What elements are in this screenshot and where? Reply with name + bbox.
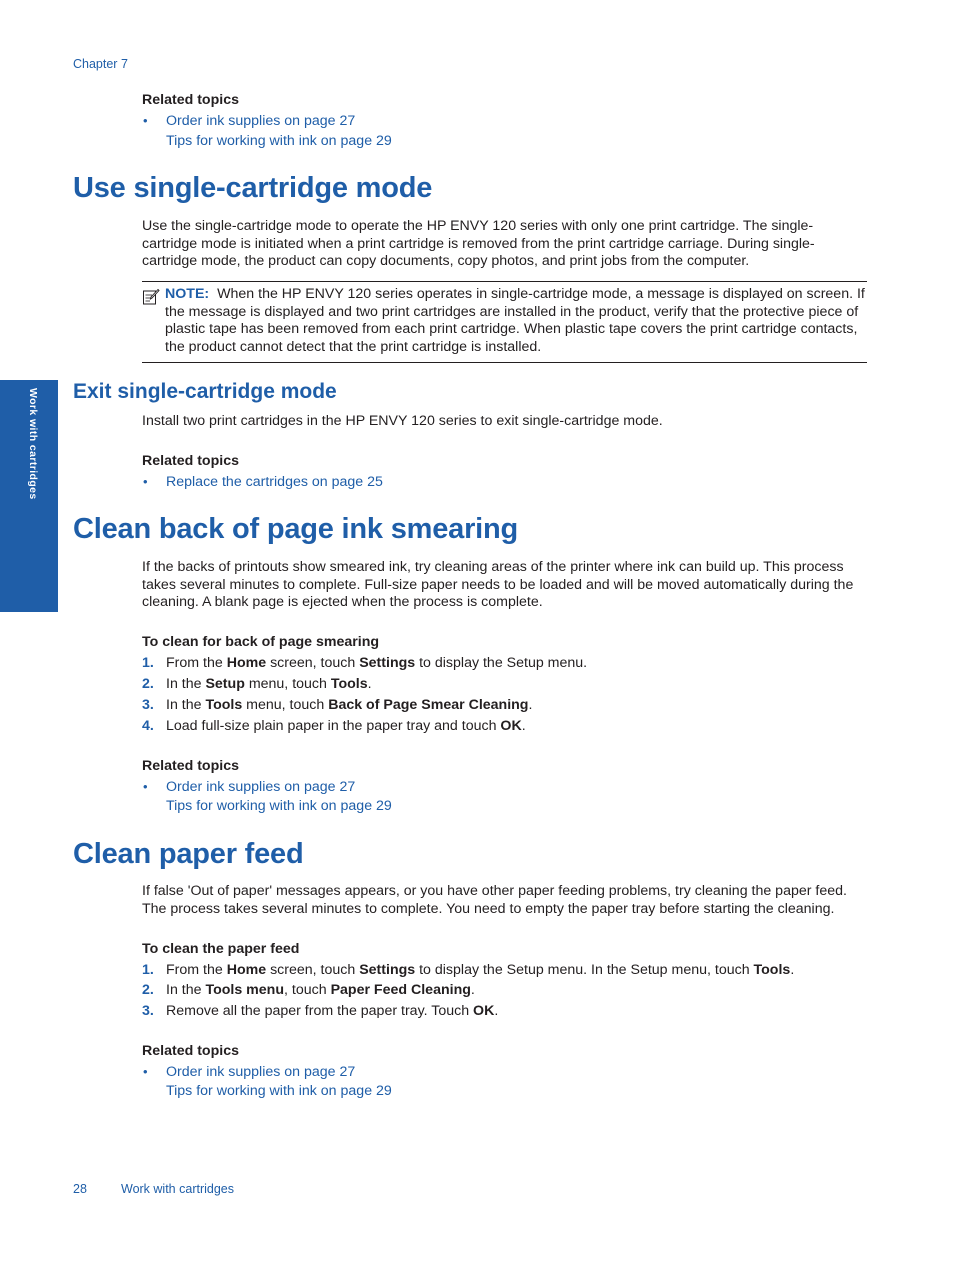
step-text: From the Home screen, touch Settings to display the Setup menu. In the Setup menu, touch Tools.	[166, 962, 795, 978]
link-tips-ink[interactable]: Tips for working with ink on page 29	[166, 1083, 392, 1099]
chapter-label: Chapter 7	[73, 57, 128, 71]
heading-single-cartridge: Use single-cartridge mode	[73, 172, 433, 204]
step-text: In the Tools menu, touch Back of Page Smear Cleaning.	[166, 697, 533, 713]
note-text: When the HP ENVY 120 series operates in single-cartridge mode, a message is displayed on screen. If the message is displayed and two print cartridges are installed in the product, verify that the protective piece of plastic tape has been removed from each print cartridge. When plastic tape covers the print cartridge contacts, the product cannot detect that the print cartridge is installed.	[165, 286, 865, 355]
link-replace-cartridges[interactable]: Replace the cartridges on page 25	[166, 474, 383, 490]
step-number: 1.	[142, 962, 154, 978]
related-topics-heading: Related topics	[142, 453, 239, 469]
bullet: •	[143, 1064, 148, 1079]
bullet: •	[143, 779, 148, 794]
paragraph-exit-single-cartridge: Install two print cartridges in the HP ENVY 120 series to exit single-cartridge mode.	[142, 413, 663, 429]
step-number: 2.	[142, 676, 154, 692]
step-number: 2.	[142, 982, 154, 998]
paragraph-clean-paper-feed: If false 'Out of paper' messages appears, or you have other paper feeding problems, try cleaning the paper feed. The process takes several minutes to complete. You need to empty the paper tray before starting the cleaning.	[142, 883, 847, 917]
link-tips-ink[interactable]: Tips for working with ink on page 29	[166, 133, 392, 149]
step-text: Load full-size plain paper in the paper tray and touch OK.	[166, 718, 526, 734]
step-text: Remove all the paper from the paper tray. Touch OK.	[166, 1003, 499, 1019]
step-number: 3.	[142, 697, 154, 713]
related-topics-heading: Related topics	[142, 1043, 239, 1059]
step-text: In the Setup menu, touch Tools.	[166, 676, 372, 692]
paragraph-single-cartridge: Use the single-cartridge mode to operate the HP ENVY 120 series with only one print cartridge. The single-cartridge mode is initiated when a print cartridge is removed from the print cartridge carriage. During single-cartridge mode, the product can copy documents, copy photos, and print jobs from the computer.	[142, 218, 815, 270]
step-number: 3.	[142, 1003, 154, 1019]
related-topics-heading: Related topics	[142, 92, 239, 108]
procedure-title-back-of-page: To clean for back of page smearing	[142, 634, 380, 650]
note-label: NOTE:	[165, 286, 210, 302]
link-order-ink[interactable]: Order ink supplies on page 27	[166, 779, 356, 795]
page-number: 28	[73, 1182, 87, 1196]
related-topics-heading: Related topics	[142, 758, 239, 774]
bullet: •	[143, 113, 148, 128]
link-tips-ink[interactable]: Tips for working with ink on page 29	[166, 798, 392, 814]
step-text: From the Home screen, touch Settings to display the Setup menu.	[166, 655, 588, 671]
side-chapter-tab	[0, 380, 58, 612]
note-text-block	[165, 286, 865, 356]
link-order-ink[interactable]: Order ink supplies on page 27	[166, 1064, 356, 1080]
subheading-exit-single-cartridge: Exit single-cartridge mode	[73, 380, 337, 403]
step-number: 1.	[142, 655, 154, 671]
heading-clean-back-of-page: Clean back of page ink smearing	[73, 513, 519, 545]
step-text: In the Tools menu, touch Paper Feed Cleaning.	[166, 982, 475, 998]
step-number: 4.	[142, 718, 154, 734]
side-tab-label: Work with cartridges	[27, 388, 39, 500]
heading-clean-paper-feed: Clean paper feed	[73, 838, 304, 870]
paragraph-clean-back-of-page: If the backs of printouts show smeared ink, try cleaning areas of the printer where ink can build up. This process takes several minutes to complete. Full-size paper needs to be loaded and will be moved automatically during the cleaning. A blank page is ejected when the process is complete.	[142, 559, 854, 611]
bullet: •	[143, 474, 148, 489]
procedure-title-paper-feed: To clean the paper feed	[142, 941, 300, 957]
link-order-ink[interactable]: Order ink supplies on page 27	[166, 113, 356, 129]
note-box	[142, 281, 867, 363]
footer-title: Work with cartridges	[121, 1182, 234, 1196]
note-pencil-icon	[142, 288, 160, 306]
